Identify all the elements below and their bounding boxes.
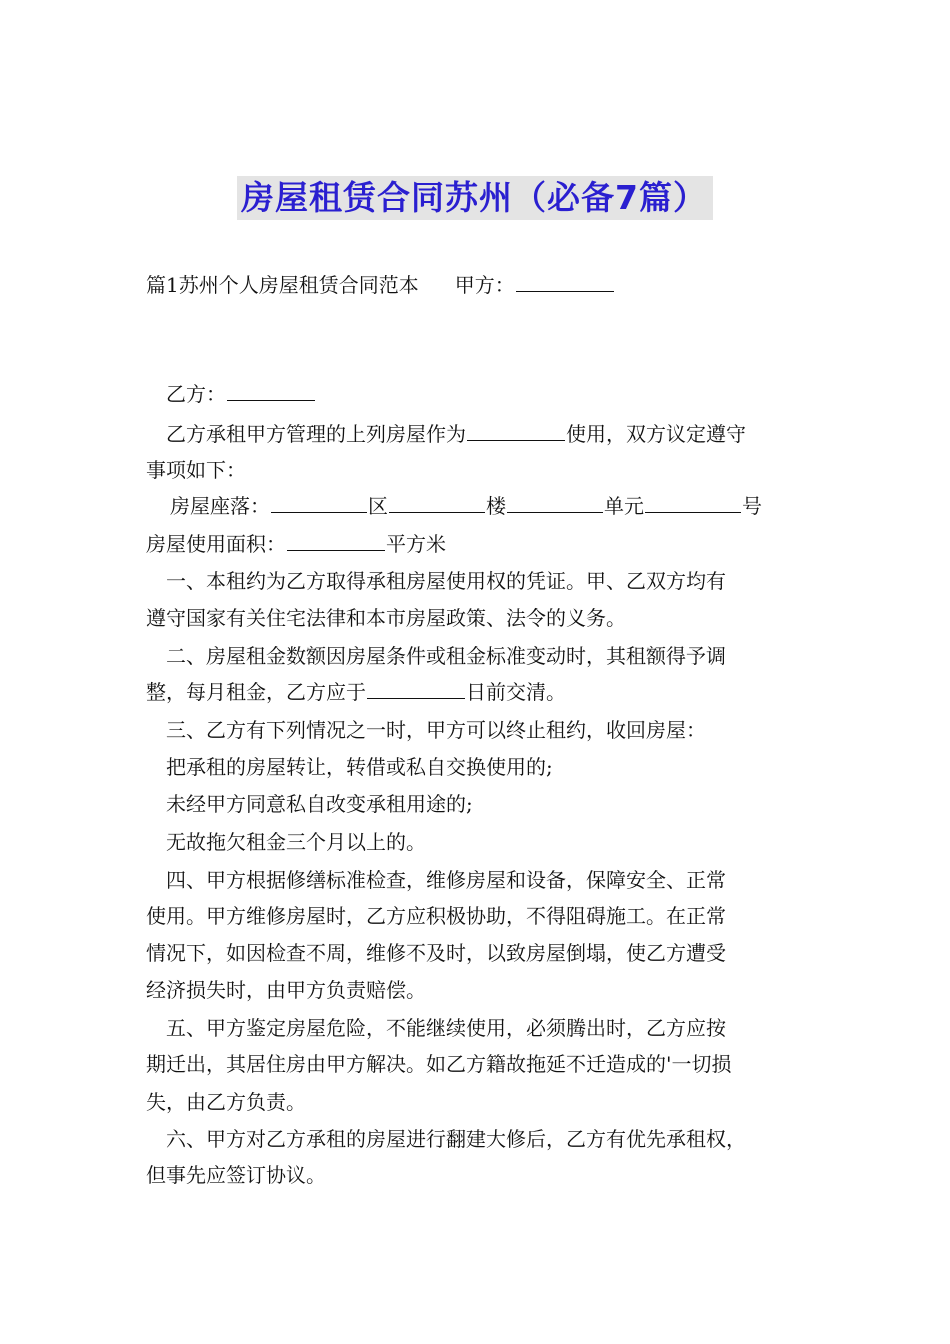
location-blank-2 [389,492,485,513]
clause3-item-3: 无故拖欠租金三个月以上的。 [166,830,426,854]
clause6-line-a: 六、甲方对乙方承租的房屋进行翻建大修后，乙方有优先承租权， [166,1127,746,1151]
party-b-label: 乙方： [166,382,226,406]
district-label: 区 [368,494,388,518]
clause3-item-1: 把承租的房屋转让，转借或私自交换使用的; [166,755,553,779]
purpose-cont-line: 事项如下： [146,458,246,482]
clause6-line-b: 但事先应签订协议。 [146,1163,326,1187]
clause5-line-b: 期迁出，其居住房由甲方解决。如乙方籍故拖延不迁造成的'一切损 [146,1052,732,1076]
section-heading: 篇1苏州个人房屋租赁合同范本 [146,273,419,297]
clause2-line-b [146,678,811,706]
location-label: 房屋座落： [170,494,270,518]
clause3-item-2: 未经甲方同意私自改变承租用途的; [166,792,473,816]
purpose-text-post: 使用，双方议定遵守 [566,422,746,446]
party-b-line [166,380,831,408]
clause2-text-pre: 整，每月租金，乙方应于 [146,680,366,704]
clause4-line-c: 情况下，如因检查不周，维修不及时，以致房屋倒塌，使乙方遭受 [146,941,726,965]
area-label: 房屋使用面积： [146,532,286,556]
purpose-line [166,420,831,448]
clause1-line-b: 遵守国家有关住宅法律和本市房屋政策、法令的义务。 [146,606,626,630]
clause5-line-c: 失，由乙方负责。 [146,1090,306,1114]
clause4-line-d: 经济损失时，由甲方负责赔偿。 [146,978,426,1002]
clause5-line-a: 五、甲方鉴定房屋危险，不能继续使用，必须腾出时，乙方应按 [166,1016,726,1040]
location-blank-4 [645,492,741,513]
location-blank-1 [271,492,367,513]
purpose-blank [467,420,565,441]
area-unit: 平方米 [386,532,446,556]
number-label: 号 [742,494,762,518]
location-blank-3 [507,492,603,513]
area-blank [287,530,385,551]
heading-line [146,271,811,299]
unit-label: 单元 [604,494,644,518]
location-line [170,492,835,520]
title-block [0,176,950,220]
clause2-text-post: 日前交清。 [466,680,566,704]
clause4-line-a: 四、甲方根据修缮标准检查，维修房屋和设备，保障安全、正常 [166,868,726,892]
area-line [146,530,811,558]
party-b-blank [227,380,315,401]
clause1-line-a: 一、本租约为乙方取得承租房屋使用权的凭证。甲、乙双方均有 [166,569,726,593]
clause3-line: 三、乙方有下列情况之一时，甲方可以终止租约，收回房屋： [166,718,706,742]
clause2-line-a: 二、房屋租金数额因房屋条件或租金标准变动时，其租额得予调 [166,644,726,668]
clause4-line-b: 使用。甲方维修房屋时，乙方应积极协助，不得阻碍施工。在正常 [146,904,726,928]
building-label: 楼 [486,494,506,518]
document-title: 房屋租赁合同苏州（必备7篇） [237,176,713,220]
party-a-label: 甲方： [454,273,515,297]
party-a-blank [516,271,614,292]
purpose-text-pre: 乙方承租甲方管理的上列房屋作为 [166,422,466,446]
rent-due-blank [367,678,465,699]
